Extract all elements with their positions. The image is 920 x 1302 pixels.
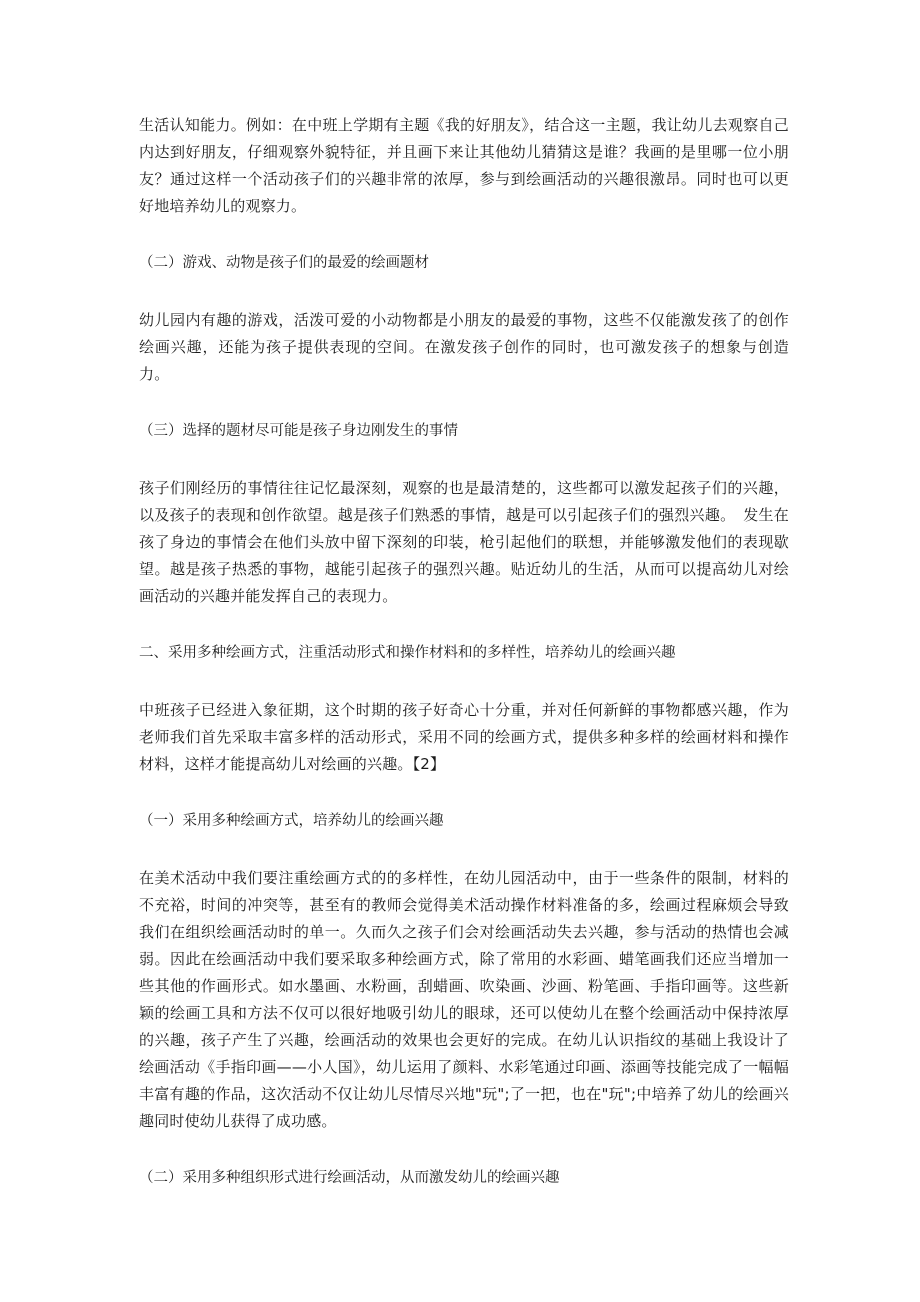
paragraph-observation-example: 生活认知能力。例如：在中班上学期有主题《我的好朋友》，结合这一主题，我让幼儿去观察自己内达到好朋友，仔细观察外貌特征，并且画下来让其他幼儿猜猜这是谁？我画的是里哪一位小朋友？通过这样一个活动孩子们的兴趣非常的浓厚，参与到绘画活动的兴趣很激昂。同时也可以更好地培养幼儿的观察力。: [139, 116, 789, 215]
document-page: [139, 112, 789, 1222]
paragraph-symbolic-stage: 中班孩子已经进入象征期，这个时期的孩子好奇心十分重，并对任何新鲜的事物都感兴趣，作为老师我们首先采取丰富多样的活动形式，采用不同的绘画方式，提供多种多样的绘画材料和操作材料，这样才能提高幼儿对绘画的兴趣。【2】: [139, 701, 789, 773]
paragraph-painting-methods: 在美术活动中我们要注重绘画方式的的多样性，在幼儿园活动中，由于一些条件的限制，材料的不充裕，时间的冲突等，甚至有的教师会觉得美术活动操作材料准备的多，绘画过程麻烦会导致我们在组织绘画活动时的单一。久而久之孩子们会对绘画活动失去兴趣，参与活动的热情也会减弱。因此在绘画活动中我们要采取多种绘画方式，除了常用的水彩画、蜡笔画我们还应当增加一些其他的作画形式。如水墨画、水粉画，刮蜡画、吹染画、沙画、粉笔画、手指印画等。这些新颖的绘画工具和方法不仅可以很好地吸引幼儿的眼球，还可以使幼儿在整个绘画活动中保持浓厚的兴趣，孩子产生了兴趣，绘画活动的效果也会更好的完成。在幼儿认识指纹的基础上我设计了绘画活动《手指印画——小人国》，幼儿运用了颜料、水彩笔通过印画、添画等技能完成了一幅幅丰富有趣的作品，这次活动不仅让幼儿尽情尽兴地"玩";了一把，也在"玩";中培养了幼儿的绘画兴趣同时使幼儿获得了成功感。: [139, 869, 789, 1130]
section-heading-multiple-methods: 二、采用多种绘画方式，注重活动形式和操作材料和的多样性，培养幼儿的绘画兴趣: [139, 645, 676, 661]
section-heading-painting-methods: （一）采用多种绘画方式，培养幼儿的绘画兴趣: [139, 813, 444, 829]
paragraph-recent-events: 孩子们刚经历的事情往往记忆最深刻，观察的也是最清楚的，这些都可以激发起孩子们的兴趣，以及孩子的表现和创作欲望。越是孩子们熟悉的事情，越是可以引起孩子们的强烈兴趣。 发生在孩了身边的事情会在他们头放中留下深刻的印装，枪引起他们的联想，并能够激发他们的表现歇望。越是孩子热悉的事物，越能引起孩子的强烈兴趣。贴近幼儿的生活，从而可以提高幼儿对绘画活动的兴趣并能发挥自己的表现力。: [139, 479, 789, 605]
section-heading-games-animals: （二）游戏、动物是孩子们的最爱的绘画题材: [139, 255, 429, 271]
section-heading-recent-events: （三）选择的题材尽可能是孩子身边刚发生的事情: [139, 423, 458, 439]
paragraph-games-animals: 幼儿园内有趣的游戏，活泼可爱的小动物都是小朋友的最爱的事物，这些不仅能激发孩了的创作绘画兴趣，还能为孩子提供表现的空间。在激发孩子创作的同时，也可激发孩子的想象与创造力。: [139, 311, 789, 383]
section-heading-organization-forms: （二）采用多种组织形式进行绘画活动，从而激发幼儿的绘画兴趣: [139, 1170, 560, 1186]
